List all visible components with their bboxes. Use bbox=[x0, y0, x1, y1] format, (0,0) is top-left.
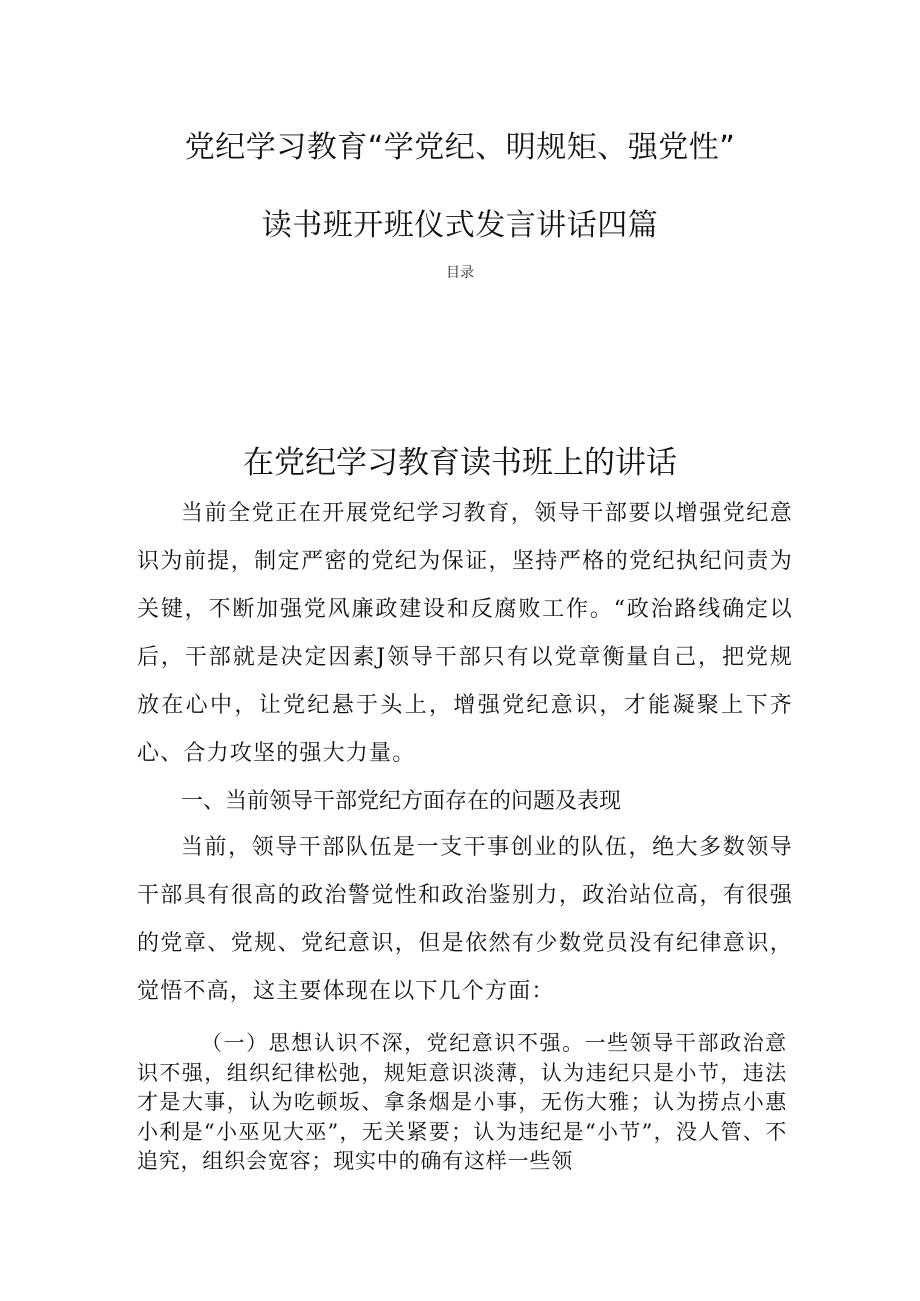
section-heading-1: 一、当前领导干部党纪方面存在的问题及表现 bbox=[181, 789, 622, 814]
speech-title: 在党纪学习教育读书班上的讲话 bbox=[243, 445, 677, 481]
body-paragraph-intro: 当前全党正在开展党纪学习教育，领导干部要以增强党纪意识为前提，制定严密的党纪为保证，坚持严格的党纪执纪问责为关键，不断加强党风廉政建设和反腐败工作。“政治路线确定以后，干部就是决定因素J领导干部只有以党章衡量自己，把党规放在心中，让党纪悬于头上，增强党纪意识，才能凝聚上下齐心、合力攻坚的强大力量。 bbox=[137, 501, 793, 766]
table-of-contents-label: 目录 bbox=[446, 265, 474, 281]
document-title-line-2: 读书班开班仪式发言讲话四篇 bbox=[261, 208, 659, 243]
body-paragraph-section-1: 当前，领导干部队伍是一支干事创业的队伍，绝大多数领导干部具有很高的政治警觉性和政治鉴别力，政治站位高，有很强的党章、党规、党纪意识，但是依然有少数党员没有纪律意识，觉悟不高，这主要体现在以下几个方面： bbox=[137, 835, 793, 1004]
document-title-line-1: 党纪学习教育“学党纪、明规矩、强党性” bbox=[184, 130, 736, 165]
body-paragraph-subsection-1: （一）思想认识不深，党纪意识不强。一些领导干部政治意识不强，组织纪律松弛，规矩意识淡薄，认为违纪只是小节，违法才是大事，认为吃顿坂、拿条烟是小事，无伤大雅；认为捞点小惠小利是“小巫见大巫”，无关紧要；认为违纪是“小节”，没人管、不追究，组织会宽容；现实中的确有这样一些领 bbox=[137, 1031, 787, 1173]
